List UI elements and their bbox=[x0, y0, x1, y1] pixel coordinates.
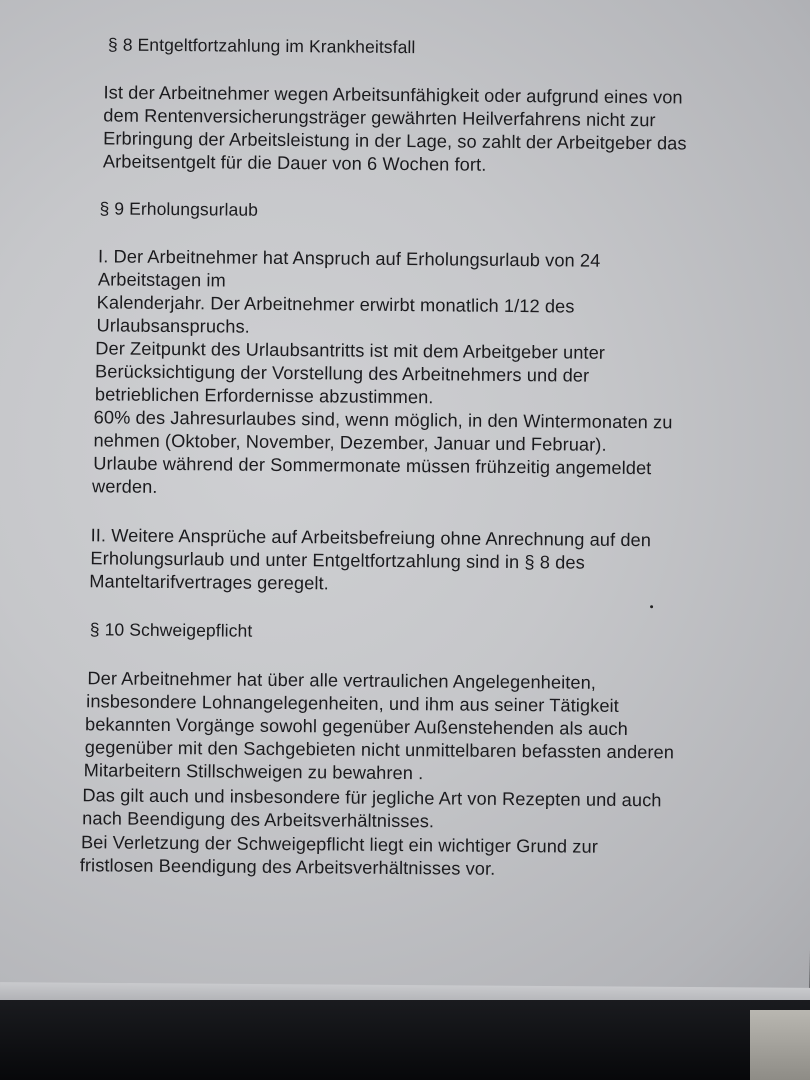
paper-speck bbox=[650, 605, 653, 608]
section-9-line: Der Zeitpunkt des Urlaubsantritts ist mit dem Arbeitgeber unter bbox=[95, 338, 606, 363]
section-10-line: gegenüber mit den Sachgebieten nicht unmittelbaren befassten anderen bbox=[84, 737, 675, 763]
section-9-line: 60% des Jahresurlaubes sind, wenn möglich, in den Wintermonaten zu bbox=[93, 407, 673, 433]
section-9-part2-line: II. Weitere Ansprüche auf Arbeitsbefreiung ohne Anrechnung auf den bbox=[90, 525, 652, 551]
section-9-line: betrieblichen Erfordernisse abzustimmen. bbox=[94, 384, 434, 408]
section-10-line: fristlosen Beendigung des Arbeitsverhältnisses vor. bbox=[79, 855, 496, 879]
section-10-heading: § 10 Schweigepflicht bbox=[89, 619, 253, 641]
section-10-line: nach Beendigung des Arbeitsverhältnisses. bbox=[82, 808, 435, 832]
section-9-line: Arbeitstagen im bbox=[97, 269, 226, 291]
section-9-part2-line: Erholungsurlaub und unter Entgeltfortzahlung sind in § 8 des bbox=[90, 548, 585, 573]
section-10-line: Das gilt auch und insbesondere für jegliche Art von Rezepten und auch bbox=[82, 785, 662, 811]
section-8-heading: § 8 Entgeltfortzahlung im Krankheitsfall bbox=[107, 34, 416, 58]
section-10-line: bekannten Vorgänge sowohl gegenüber Außenstehenden als auch bbox=[84, 714, 628, 739]
section-9-line: Berücksichtigung der Vorstellung des Arbeitnehmers und der bbox=[95, 361, 590, 386]
section-10-line: Bei Verletzung der Schweigepflicht liegt ein wichtiger Grund zur bbox=[80, 832, 599, 857]
dark-background bbox=[0, 1000, 810, 1080]
section-9-line: Urlaube während der Sommermonate müssen frühzeitig angemeldet bbox=[93, 453, 652, 479]
section-8-line: Erbringung der Arbeitsleistung in der Lage, so zahlt der Arbeitgeber das bbox=[103, 128, 687, 154]
section-10-line: Der Arbeitnehmer hat über alle vertraulichen Angelegenheiten, bbox=[87, 668, 597, 693]
section-9-part2-line: Manteltarifvertrages geregelt. bbox=[89, 571, 329, 594]
section-8-line: Ist der Arbeitnehmer wegen Arbeitsunfähigkeit oder aufgrund eines von bbox=[103, 82, 683, 108]
section-8-line: dem Rentenversicherungsträger gewährten Heilverfahrens nicht zur bbox=[103, 105, 656, 131]
section-9-heading: § 9 Erholungsurlaub bbox=[99, 198, 259, 220]
section-8-line: Arbeitsentgelt für die Dauer von 6 Wochen fort. bbox=[102, 151, 487, 175]
section-9-line: werden. bbox=[92, 476, 158, 497]
section-10-line: Mitarbeitern Stillschweigen zu bewahren . bbox=[83, 760, 424, 784]
section-10-line: insbesondere Lohnangelegenheiten, und ihm aus seiner Tätigkeit bbox=[86, 691, 619, 716]
section-9-line: I. Der Arbeitnehmer hat Anspruch auf Erholungsurlaub von 24 bbox=[98, 246, 601, 271]
section-9-line: Urlaubsanspruchs. bbox=[96, 315, 250, 337]
background-corner bbox=[750, 1010, 810, 1080]
section-9-line: nehmen (Oktober, November, Dezember, Januar und Februar). bbox=[93, 430, 607, 455]
section-9-line: Kalenderjahr. Der Arbeitnehmer erwirbt monatlich 1/12 des bbox=[96, 292, 575, 317]
